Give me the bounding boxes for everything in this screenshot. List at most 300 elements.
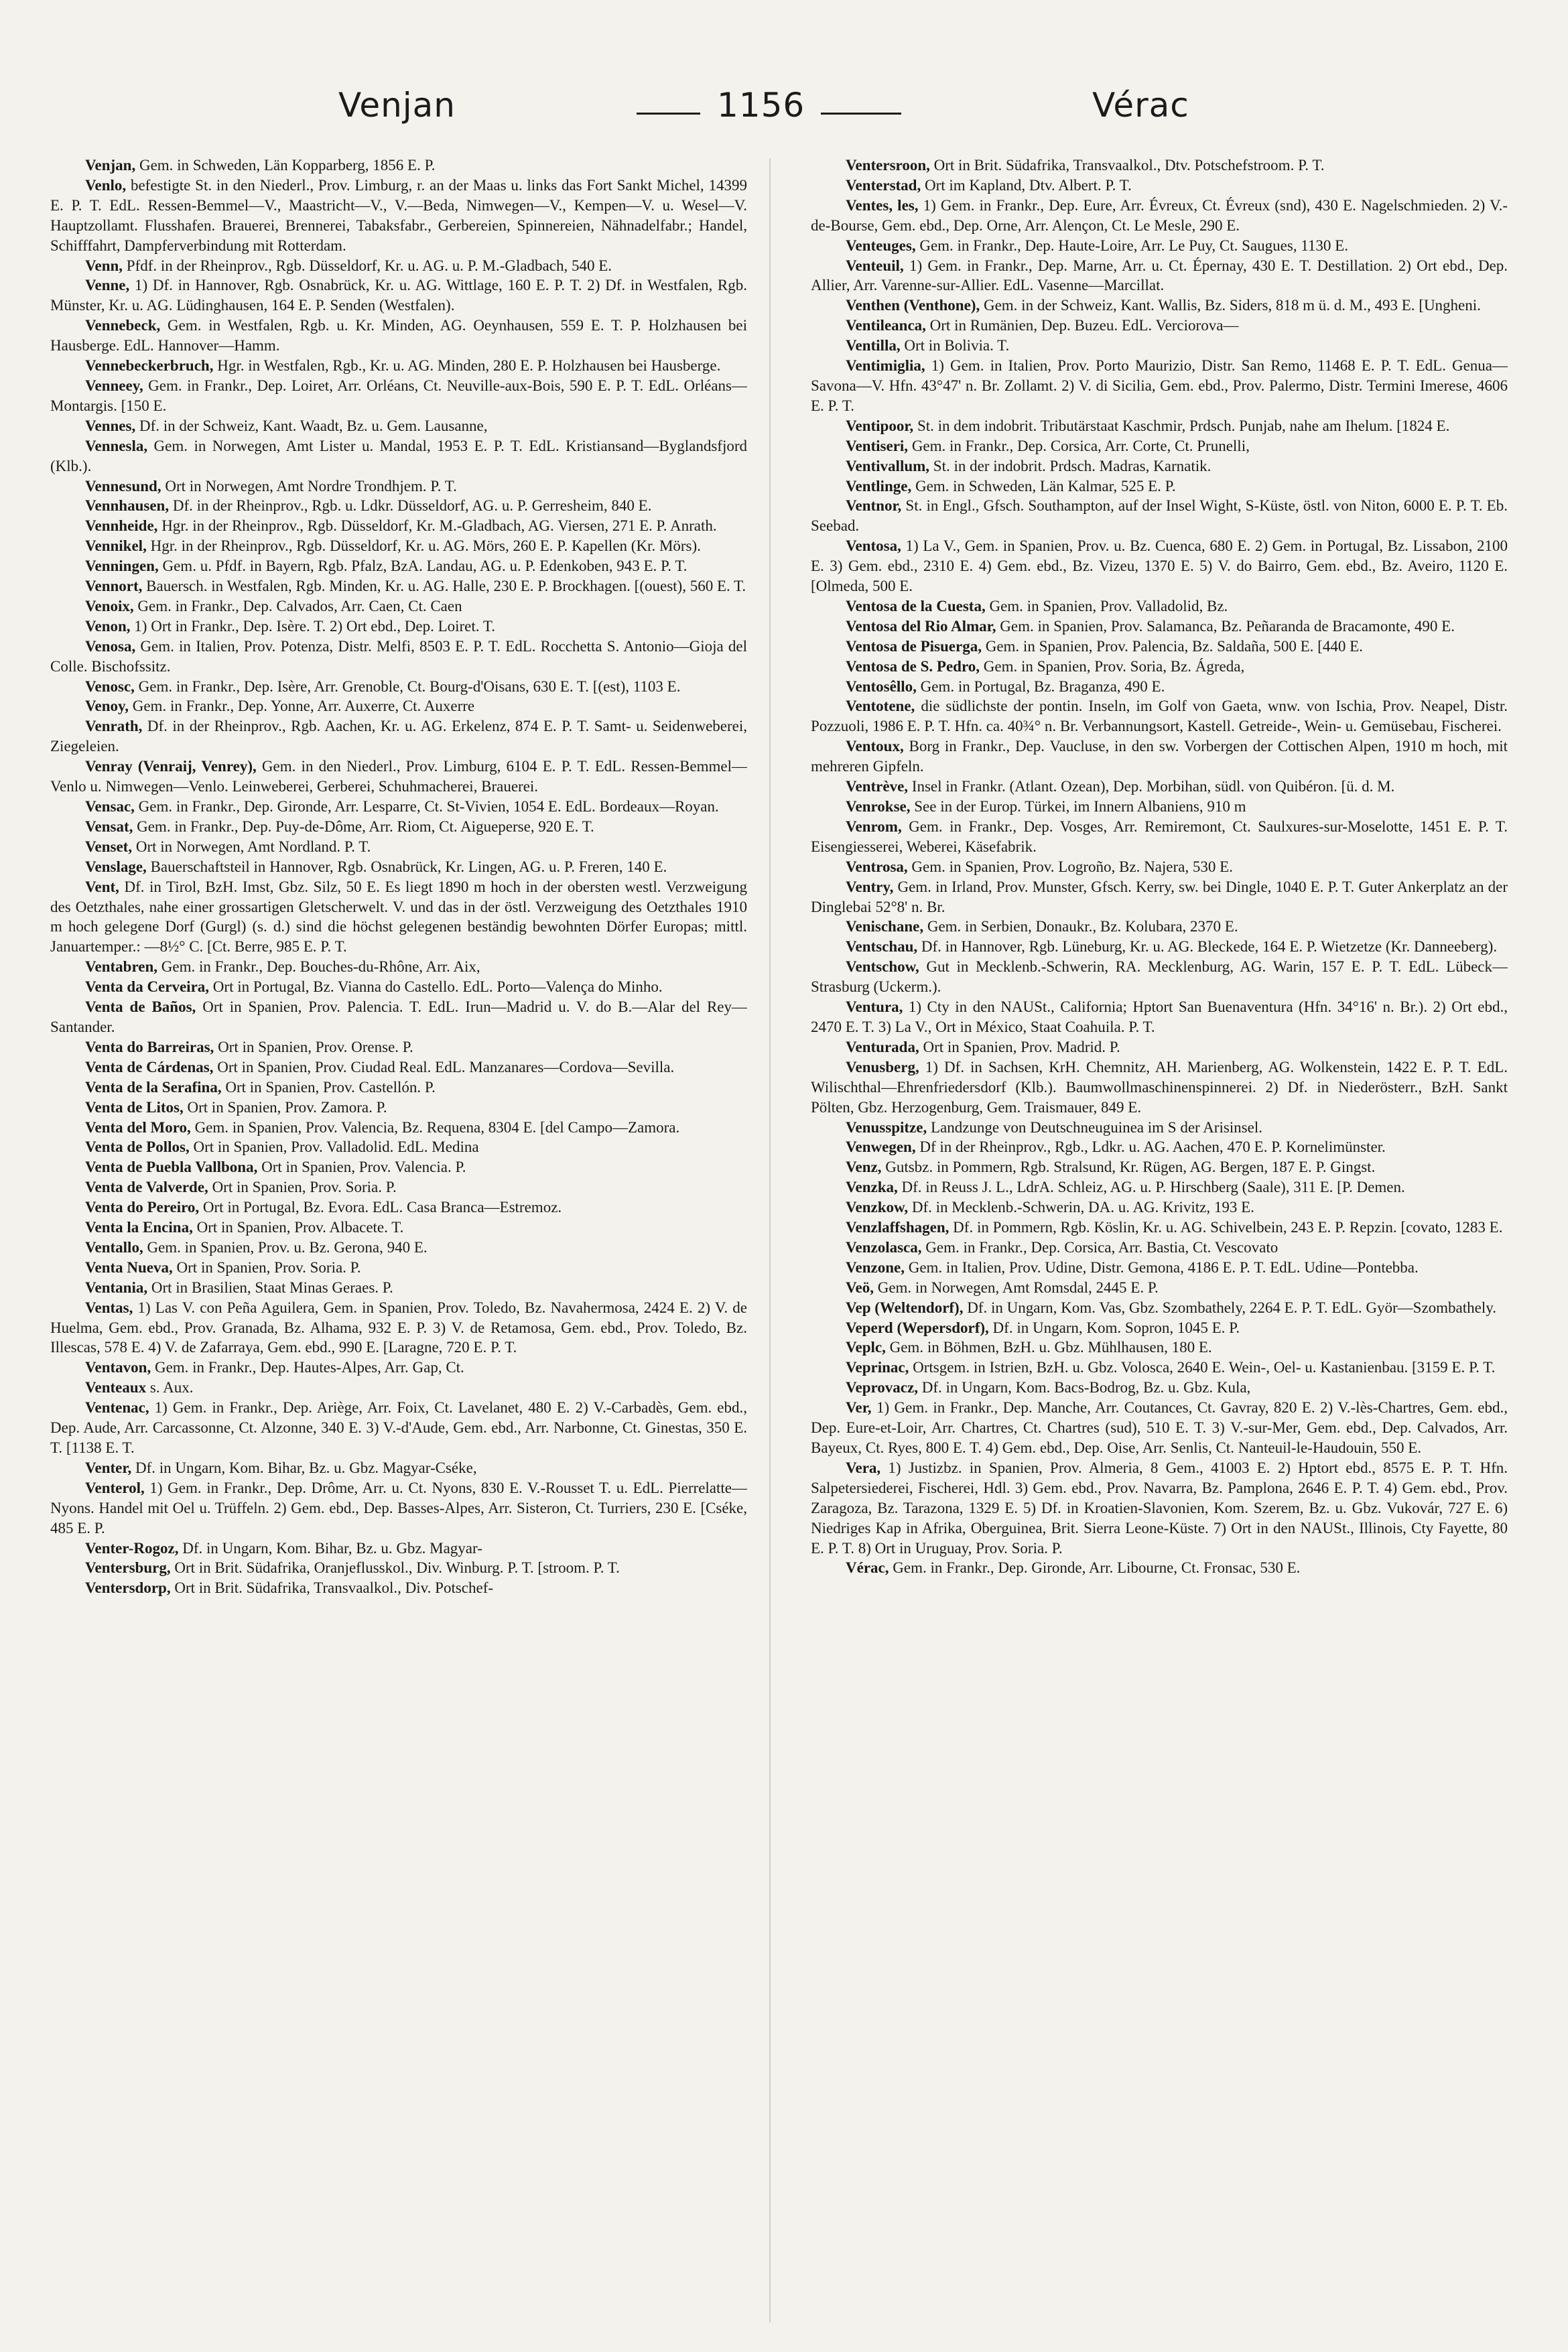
entry-paragraph bbox=[50, 1378, 747, 1398]
entry-text: Ort in Spanien, Prov. Orense. P. bbox=[218, 1038, 413, 1055]
dictionary-entry bbox=[811, 1157, 1508, 1177]
entry-headword: Ventosa de S. Pedro, bbox=[846, 657, 980, 675]
entry-paragraph bbox=[50, 1558, 747, 1578]
entry-headword: Ventes, les, bbox=[846, 196, 919, 214]
entry-headword: Venta de Puebla Vallbona, bbox=[85, 1159, 258, 1176]
entry-paragraph bbox=[811, 496, 1508, 536]
entry-text: Df. in Mecklenb.-Schwerin, DA. u. AG. Krivitz, 193 E. bbox=[911, 1199, 1254, 1216]
entry-paragraph bbox=[811, 857, 1508, 877]
entry-paragraph bbox=[50, 1578, 747, 1598]
entry-headword: Ventilla, bbox=[846, 337, 901, 354]
entry-headword: Ventenac, bbox=[85, 1399, 149, 1417]
entry-text: Ort in Portugal, Bz. Vianna do Castello. EdL. Porto—Valença do Minho. bbox=[212, 978, 663, 996]
entry-paragraph bbox=[50, 576, 747, 596]
entry-headword: Vensac, bbox=[85, 798, 135, 815]
entry-paragraph bbox=[50, 677, 747, 697]
entry-headword: Venrom, bbox=[846, 818, 902, 835]
dictionary-entry bbox=[50, 275, 747, 316]
entry-headword: Ventura, bbox=[846, 998, 903, 1016]
dictionary-entry bbox=[50, 1137, 747, 1157]
entry-headword: Venta del Moro, bbox=[85, 1118, 191, 1136]
entry-headword: Ver, bbox=[846, 1399, 872, 1417]
entry-paragraph bbox=[50, 1077, 747, 1098]
entry-headword: Venusspitze, bbox=[846, 1118, 927, 1136]
dictionary-entry bbox=[50, 1578, 747, 1598]
entry-paragraph bbox=[50, 155, 747, 176]
entry-paragraph bbox=[811, 797, 1508, 817]
entry-paragraph bbox=[50, 416, 747, 436]
entry-text: Ort in Brit. Südafrika, Transvaalkol., Div. Potschef- bbox=[174, 1579, 494, 1597]
dictionary-entry bbox=[811, 1558, 1508, 1578]
entry-headword: Vera, bbox=[846, 1459, 881, 1476]
entry-paragraph bbox=[50, 536, 747, 556]
entry-headword: Venne, bbox=[85, 277, 130, 294]
entry-text: 1) Las V. con Peña Aguilera, Gem. in Spanien, Prov. Toledo, Bz. Navahermosa, 2424 E. 2) V. de Huelma, Gem. ebd., Prov. Granada, Bz. Alhama, 932 E. P. 3) V. de Retamosa, Gem. ebd., Prov. Toledo, Bz. Illescas, 578 E. 4) V. de Zafarraya, Gem. ebd., 990 E. [Laragne, 720 E. P. T. bbox=[50, 1299, 747, 1356]
dictionary-entry bbox=[50, 1558, 747, 1578]
entry-paragraph bbox=[811, 176, 1508, 196]
entry-text: Gem. in Frankr., Dep. Gironde, Arr. Lesparre, Ct. St-Vivien, 1054 E. EdL. Bordeaux—Royan. bbox=[138, 798, 719, 815]
entry-paragraph bbox=[50, 1238, 747, 1258]
entry-text: 1) Gem. in Frankr., Dep. Ariège, Arr. Foix, Ct. Lavelanet, 480 E. 2) V.-Carbadès, Gem. ebd., Dep. Aude, Arr. Carcassonne, Ct. Alzonne, 340 E. 3) V.-d'Aude, Gem. ebd., Arr. Narbonne, Ct. Ginestas, 350 E. T. [1138 E. T. bbox=[50, 1399, 747, 1456]
entry-headword: Ventersdorp, bbox=[85, 1579, 171, 1597]
entry-paragraph bbox=[811, 997, 1508, 1037]
entry-text: Ort in Spanien, Prov. Soria. P. bbox=[176, 1258, 361, 1276]
entry-headword: Vep (Weltendorf), bbox=[846, 1299, 964, 1316]
entry-text: Gem. in Spanien, Prov. Valladolid, Bz. bbox=[989, 597, 1228, 614]
dictionary-entry bbox=[50, 155, 747, 176]
header-dash-left bbox=[637, 113, 700, 115]
entry-headword: Ventlinge, bbox=[846, 477, 912, 495]
entry-headword: Venrath, bbox=[85, 718, 143, 735]
dictionary-entry bbox=[811, 336, 1508, 356]
entry-paragraph bbox=[50, 1137, 747, 1157]
entry-paragraph bbox=[811, 1358, 1508, 1378]
entry-text: Ort in Spanien, Prov. Zamora. P. bbox=[187, 1098, 387, 1116]
entry-text: Gem. in Spanien, Prov. Valencia, Bz. Requena, 8304 E. [del Campo—Zamora. bbox=[194, 1118, 680, 1136]
entry-text: 1) Df. in Hannover, Rgb. Osnabrück, Kr. u. AG. Wittlage, 160 E. P. T. 2) Df. in Westfalen, Rgb. Münster, Kr. u. AG. Lüdinghausen, 164 E. P. Senden (Westfalen). bbox=[50, 277, 747, 314]
entry-headword: Ventersburg, bbox=[85, 1559, 171, 1577]
entry-paragraph bbox=[811, 1378, 1508, 1398]
entry-text: Gut in Mecklenb.-Schwerin, RA. Mecklenburg, AG. Warin, 157 E. P. T. EdL. Lübeck—Strasburg (Uckerm.). bbox=[811, 958, 1508, 996]
entry-text: s. Aux. bbox=[149, 1379, 194, 1396]
entry-headword: Ventosêllo, bbox=[846, 677, 917, 695]
dictionary-entry bbox=[50, 797, 747, 817]
entry-text: 1) Gem. in Frankr., Dep. Eure, Arr. Évreux, Ct. Évreux (snd), 430 E. Nagelschmieden. 2) V.-de-Bourse, Gem. ebd., Dep. Orne, Arr. Alençon, Ct. Le Mesle, 290 E. bbox=[811, 196, 1508, 234]
dictionary-entry bbox=[811, 736, 1508, 777]
entry-headword: Ventavon, bbox=[85, 1359, 151, 1376]
entry-paragraph bbox=[811, 155, 1508, 176]
dictionary-entry bbox=[50, 576, 747, 596]
entry-text: Gem. in Schweden, Län Kalmar, 525 E. P. bbox=[915, 477, 1176, 495]
dictionary-entry bbox=[811, 957, 1508, 997]
header-right-headword: Vérac bbox=[1092, 86, 1189, 125]
entry-text: Df. in der Rheinprov., Rgb. u. Ldkr. Düsseldorf, AG. u. P. Gerresheim, 840 E. bbox=[172, 497, 652, 515]
entry-headword: Ventosa, bbox=[846, 537, 901, 555]
entry-headword: Venta de Pollos, bbox=[85, 1138, 190, 1156]
entry-text: Gem. in Frankr., Dep. Puy-de-Dôme, Arr. Riom, Ct. Aigueperse, 920 E. T. bbox=[137, 818, 594, 835]
entry-paragraph bbox=[811, 957, 1508, 997]
entry-paragraph bbox=[50, 997, 747, 1037]
entry-headword: Vennhausen, bbox=[85, 497, 170, 515]
entry-text: Gem. in Frankr., Dep. Vosges, Arr. Remiremont, Ct. Saulxures-sur-Moselotte, 1451 E. P. T. Eisengiesserei, Weberei, Käsefabrik. bbox=[811, 818, 1508, 855]
entry-headword: Venta de Litos, bbox=[85, 1098, 184, 1116]
entry-headword: Veö, bbox=[846, 1279, 874, 1296]
dictionary-entry bbox=[50, 1077, 747, 1098]
dictionary-entry bbox=[50, 1458, 747, 1478]
entry-text: Df. in Reuss J. L., LdrA. Schleiz, AG. u. P. Hirschberg (Saale), 311 E. [P. Demen. bbox=[901, 1179, 1405, 1196]
dictionary-entry bbox=[50, 496, 747, 516]
entry-headword: Ventileanca, bbox=[846, 317, 926, 334]
entry-headword: Vennort, bbox=[85, 578, 143, 595]
entry-headword: Ventania, bbox=[85, 1279, 148, 1296]
entry-text: Ort in Spanien, Prov. Valladolid. EdL. Medina bbox=[193, 1138, 479, 1156]
entry-headword: Venta do Barreiras, bbox=[85, 1038, 214, 1055]
entry-headword: Venz, bbox=[846, 1159, 882, 1176]
entry-headword: Venta la Encina, bbox=[85, 1219, 193, 1236]
dictionary-entry bbox=[50, 1278, 747, 1298]
entry-paragraph bbox=[50, 696, 747, 716]
dictionary-entry bbox=[50, 596, 747, 616]
entry-text: See in der Europ. Türkei, im Innern Albaniens, 910 m bbox=[914, 798, 1246, 815]
entry-paragraph bbox=[811, 1238, 1508, 1258]
entry-text: Ort in Spanien, Prov. Albacete. T. bbox=[196, 1219, 404, 1236]
dictionary-entry bbox=[811, 817, 1508, 857]
entry-text: 1) Gem. in Frankr., Dep. Drôme, Arr. u. Ct. Nyons, 830 E. V.-Rousset T. u. EdL. Pierrelatte—Nyons. Handel mit Oel u. Trüffeln. 2) Gem. ebd., Dep. Basses-Alpes, Arr. Sisteron, Ct. Turriers, 230 E. [Cséke, 485 E. P. bbox=[50, 1479, 747, 1537]
dictionary-entry bbox=[811, 155, 1508, 176]
entry-headword: Venset, bbox=[85, 838, 133, 855]
entry-text: Gem. in Italien, Prov. Udine, Distr. Gemona, 4186 E. P. T. EdL. Udine—Pontebba. bbox=[908, 1258, 1419, 1276]
entry-paragraph bbox=[50, 1539, 747, 1559]
dictionary-entry bbox=[50, 1197, 747, 1218]
entry-headword: Ventabren, bbox=[85, 958, 157, 976]
entry-headword: Venta de Cárdenas, bbox=[85, 1058, 214, 1075]
entry-paragraph bbox=[811, 917, 1508, 937]
entry-paragraph bbox=[50, 176, 747, 256]
entry-text: Pfdf. in der Rheinprov., Rgb. Düsseldorf, Kr. u. AG. u. P. M.-Gladbach, 540 E. bbox=[126, 257, 612, 274]
dictionary-entry bbox=[50, 1358, 747, 1378]
entry-text: Gem. in Frankr., Dep. Hautes-Alpes, Arr. Gap, Ct. bbox=[154, 1359, 464, 1376]
entry-headword: Vérac, bbox=[846, 1559, 889, 1577]
entry-paragraph bbox=[811, 416, 1508, 436]
dictionary-entry bbox=[50, 997, 747, 1037]
entry-headword: Venosa, bbox=[85, 637, 136, 655]
dictionary-entry bbox=[811, 1298, 1508, 1318]
entry-text: Ort im Kapland, Dtv. Albert. P. T. bbox=[924, 176, 1132, 194]
left-column bbox=[50, 155, 747, 2330]
entry-headword: Venter-Rogoz, bbox=[85, 1539, 179, 1557]
entry-paragraph bbox=[50, 616, 747, 637]
entry-paragraph bbox=[50, 1057, 747, 1077]
entry-text: Ort in Rumänien, Dep. Buzeu. EdL. Verciorova— bbox=[929, 317, 1239, 334]
dictionary-entry bbox=[811, 1218, 1508, 1238]
entry-text: Ort in Norwegen, Amt Nordland. P. T. bbox=[135, 838, 371, 855]
dictionary-entry bbox=[811, 1398, 1508, 1458]
entry-paragraph bbox=[50, 837, 747, 857]
entry-paragraph bbox=[811, 356, 1508, 416]
entry-headword: Venzlaffshagen, bbox=[846, 1219, 950, 1236]
entry-paragraph bbox=[50, 1098, 747, 1118]
entry-text: Insel in Frankr. (Atlant. Ozean), Dep. Morbihan, südl. von Quibéron. [ü. d. M. bbox=[911, 778, 1395, 795]
entry-headword: Venta do Pereiro, bbox=[85, 1199, 200, 1216]
entry-headword: Ventrosa, bbox=[846, 858, 908, 875]
entry-paragraph bbox=[811, 596, 1508, 616]
dictionary-entry bbox=[811, 1137, 1508, 1157]
entry-text: Ort in Spanien, Prov. Madrid. P. bbox=[923, 1038, 1120, 1055]
entry-text: Hgr. in der Rheinprov., Rgb. Düsseldorf, Kr. M.-Gladbach, AG. Viersen, 271 E. P. Anrath. bbox=[161, 517, 717, 535]
entry-text: Df in der Rheinprov., Rgb., Ldkr. u. AG. Aachen, 470 E. P. Kornelimünster. bbox=[919, 1138, 1386, 1156]
dictionary-entry bbox=[811, 596, 1508, 616]
entry-paragraph bbox=[50, 957, 747, 977]
entry-text: Gem. in Frankr., Dep. Isère, Arr. Grenoble, Ct. Bourg-d'Oisans, 630 E. T. [(est), 1103 E. bbox=[138, 677, 681, 695]
entry-headword: Venterol, bbox=[85, 1479, 145, 1496]
entry-paragraph bbox=[50, 1177, 747, 1197]
entry-text: St. in dem indobrit. Tributärstaat Kaschmir, Prdsch. Punjab, nahe am Ihelum. [1824 E. bbox=[917, 417, 1450, 434]
entry-headword: Venta de la Serafina, bbox=[85, 1078, 222, 1096]
entry-paragraph bbox=[50, 476, 747, 497]
entry-paragraph bbox=[50, 1398, 747, 1458]
entry-text: Gutsbz. in Pommern, Rgb. Stralsund, Kr. Rügen, AG. Bergen, 187 E. P. Gingst. bbox=[885, 1159, 1376, 1176]
dictionary-entry bbox=[811, 777, 1508, 797]
entry-text: Gem. in Norwegen, Amt Romsdal, 2445 E. P. bbox=[877, 1279, 1159, 1296]
entry-paragraph bbox=[811, 616, 1508, 637]
entry-headword: Vennheide, bbox=[85, 517, 158, 535]
entry-headword: Ventivallum, bbox=[846, 457, 930, 474]
dictionary-entry bbox=[811, 356, 1508, 416]
entry-headword: Venterstad, bbox=[846, 176, 921, 194]
dictionary-entry bbox=[811, 1458, 1508, 1559]
entry-text: St. in der indobrit. Prdsch. Madras, Karnatik. bbox=[933, 457, 1212, 474]
dictionary-entry bbox=[50, 1218, 747, 1238]
entry-headword: Vennikel, bbox=[85, 537, 147, 555]
dictionary-entry bbox=[50, 637, 747, 677]
entry-paragraph bbox=[50, 637, 747, 677]
dictionary-entry bbox=[50, 1037, 747, 1057]
entry-headword: Veprinac, bbox=[846, 1359, 909, 1376]
entry-headword: Ventallo, bbox=[85, 1238, 143, 1256]
entry-headword: Vent, bbox=[85, 878, 119, 895]
entry-headword: Vennesund, bbox=[85, 477, 161, 495]
dictionary-entry bbox=[50, 857, 747, 877]
dictionary-entry bbox=[50, 1157, 747, 1177]
right-column bbox=[811, 155, 1508, 2330]
dictionary-entry bbox=[811, 236, 1508, 256]
dictionary-entry bbox=[811, 797, 1508, 817]
entry-text: Df. in Ungarn, Kom. Bacs-Bodrog, Bz. u. Gbz. Kula, bbox=[921, 1379, 1251, 1396]
entry-headword: Venischane, bbox=[846, 918, 924, 935]
entry-paragraph bbox=[50, 1037, 747, 1057]
entry-headword: Ventosa del Rio Almar, bbox=[846, 617, 996, 635]
entry-text: Gem. in Frankr., Dep. Bouches-du-Rhône, Arr. Aix, bbox=[161, 958, 480, 976]
entry-text: 1) Justizbz. in Spanien, Prov. Almeria, 8 Gem., 41003 E. 2) Hptort ebd., 8575 E. P. T. Hfn. Salpetersiederei, Fischerei, Hdl. 3) Gem. ebd., Prov. Navarra, Bz. Pamplona, 2646 E. P. T. 4) Gem. ebd., Prov. Zaragoza, Bz. Tarazona, 1329 E. 5) Df. in Kroatien-Slavonien, Kom. Szerem, Bz. u. Gbz. Vukovár, 727 E. 6) Niedriges Kap in Afrika, Oberguinea, Brit. Sierra Leone-Küste. 7) Ort in den NAUSt., Illinois, Cty Fayette, 80 E. P. T. 8) Ort in Uruguay, Prov. Soria. P. bbox=[811, 1459, 1508, 1557]
entry-text: Bauersch. in Westfalen, Rgb. Minden, Kr. u. AG. Halle, 230 E. P. Brockhagen. [(ouest), 560 E. T. bbox=[146, 578, 746, 595]
entry-paragraph bbox=[811, 1298, 1508, 1318]
entry-text: Gem. in Serbien, Donaukr., Bz. Kolubara, 2370 E. bbox=[927, 918, 1238, 935]
entry-text: Gem. in Frankr., Dep. Corsica, Arr. Corte, Ct. Prunelli, bbox=[911, 437, 1250, 454]
entry-text: Df. in Tirol, BzH. Imst, Gbz. Silz, 50 E. Es liegt 1890 m hoch in der obersten westl. Verzweigung des Oetzthales, nahe einer grossartigen Gletscherwelt. V. und das in der östl. Verzweigung des Oetzthales 1910 m hoch gelegene Dorf (Gurgl) (s. d.) sind die höchst gelegenen beständig bewohnten Dörfer Europas; mittl. Januartemper.: —8½° C. [Ct. Berre, 985 E. P. T. bbox=[50, 878, 747, 956]
entry-headword: Ventosa de Pisuerga, bbox=[846, 637, 982, 655]
dictionary-entry bbox=[50, 696, 747, 716]
entry-text: Borg in Frankr., Dep. Vaucluse, in den sw. Vorbergen der Cottischen Alpen, 1910 m hoch, mit mehreren Gipfeln. bbox=[811, 738, 1508, 775]
entry-paragraph bbox=[50, 1258, 747, 1278]
entry-text: Gem. in Spanien, Prov. Salamanca, Bz. Peñaranda de Bracamonte, 490 E. bbox=[1000, 617, 1455, 635]
dictionary-entry bbox=[811, 937, 1508, 957]
dictionary-entry bbox=[811, 1337, 1508, 1358]
entry-text: Gem. in Böhmen, BzH. u. Gbz. Mühlhausen, 180 E. bbox=[889, 1339, 1212, 1356]
entry-text: Hgr. in der Rheinprov., Rgb. Düsseldorf, Kr. u. AG. Mörs, 260 E. P. Kapellen (Kr. Mörs). bbox=[150, 537, 701, 555]
entry-text: Gem. in der Schweiz, Kant. Wallis, Bz. Siders, 818 m ü. d. M., 493 E. [Ungheni. bbox=[983, 297, 1481, 314]
dictionary-entry bbox=[811, 496, 1508, 536]
entry-paragraph bbox=[811, 937, 1508, 957]
entry-paragraph bbox=[50, 376, 747, 416]
entry-paragraph bbox=[50, 356, 747, 376]
entry-paragraph bbox=[50, 556, 747, 576]
entry-paragraph bbox=[50, 797, 747, 817]
entry-text: Ort in Brit. Südafrika, Transvaalkol., Dtv. Potschefstroom. P. T. bbox=[933, 157, 1325, 174]
entry-paragraph bbox=[50, 857, 747, 877]
entry-paragraph bbox=[50, 1157, 747, 1177]
entry-text: Gem. in Frankr., Dep. Haute-Loire, Arr. Le Puy, Ct. Saugues, 1130 E. bbox=[919, 237, 1348, 254]
entry-text: Ort in Spanien, Prov. Soria. P. bbox=[212, 1179, 397, 1196]
entry-text: Df. in Ungarn, Kom. Sopron, 1045 E. P. bbox=[992, 1319, 1240, 1336]
entry-paragraph bbox=[50, 256, 747, 276]
entry-headword: Ventschau, bbox=[846, 938, 918, 956]
entry-text: Gem. in Italien, Prov. Potenza, Distr. Melfi, 8503 E. P. T. EdL. Rocchetta S. Antonio—Gioja del Colle. Bischofssitz. bbox=[50, 637, 747, 675]
entry-headword: Venthen (Venthone), bbox=[846, 297, 980, 314]
dictionary-entry bbox=[50, 416, 747, 436]
dictionary-entry bbox=[811, 1057, 1508, 1118]
entry-paragraph bbox=[50, 275, 747, 316]
entry-paragraph bbox=[811, 1037, 1508, 1057]
entry-headword: Venrokse, bbox=[846, 798, 911, 815]
entry-headword: Venta de Valverde, bbox=[85, 1179, 208, 1196]
dictionary-entry bbox=[811, 1258, 1508, 1278]
dictionary-entry bbox=[811, 1118, 1508, 1138]
entry-paragraph bbox=[811, 1258, 1508, 1278]
entry-text: Df. in Hannover, Rgb. Lüneburg, Kr. u. AG. Bleckede, 164 E. P. Wietzetze (Kr. Danneeberg). bbox=[921, 938, 1498, 956]
dictionary-entry bbox=[811, 416, 1508, 436]
dictionary-entry bbox=[811, 696, 1508, 736]
dictionary-entry bbox=[50, 1118, 747, 1138]
entry-paragraph bbox=[811, 1278, 1508, 1298]
dictionary-entry bbox=[811, 1278, 1508, 1298]
entry-text: 1) Gem. in Frankr., Dep. Manche, Arr. Coutances, Ct. Gavray, 820 E. 2) V.-lès-Chartres, Gem. ebd., Dep. Eure-et-Loir, Arr. Chartres, Ct. Chartres (sud), 510 E. T. 3) V.-sur-Mer, Gem. ebd., Dep. Calvados, Arr. Bayeux, Ct. Ryes, 800 E. T. 4) Gem. ebd., Dep. Oise, Arr. Senlis, Ct. Nanteuil-le-Haudouin, 550 E. bbox=[811, 1399, 1508, 1456]
entry-text: 1) La V., Gem. in Spanien, Prov. u. Bz. Cuenca, 680 E. 2) Gem. in Portugal, Bz. Lissabon, 2100 E. 3) Gem. ebd., 2310 E. 4) Gem. ebd., Bz. Vizeu, 1370 E. 5) V. do Bairro, Gem. ebd., Bz. Aveiro, 1120 E. [Olmeda, 500 E. bbox=[811, 537, 1508, 595]
entry-text: 1) Ort in Frankr., Dep. Isère. T. 2) Ort ebd., Dep. Loiret. T. bbox=[134, 617, 495, 635]
dictionary-entry bbox=[50, 536, 747, 556]
dictionary-entry bbox=[811, 857, 1508, 877]
dictionary-entry bbox=[811, 637, 1508, 657]
entry-text: Gem. in Frankr., Dep. Loiret, Arr. Orléans, Ct. Neuville-aux-Bois, 590 E. P. T. EdL. Orléans—Montargis. [150 E. bbox=[50, 377, 747, 414]
dictionary-entry bbox=[50, 1177, 747, 1197]
entry-paragraph bbox=[811, 1137, 1508, 1157]
dictionary-entry bbox=[50, 316, 747, 356]
dictionary-entry bbox=[50, 616, 747, 637]
entry-headword: Ventersroon, bbox=[846, 157, 930, 174]
entry-text: 1) Df. in Sachsen, KrH. Chemnitz, AH. Marienberg, AG. Wolkenstein, 1422 E. P. T. EdL. Wilischthal—Ehrenfriedersdorf (Klb.). Baumwollmaschinenspinnerei. 2) Df. in Niederösterr., BzH. Sankt Pölten, Gbz. Herzogenburg, Gem. Traismauer, 849 E. bbox=[811, 1058, 1508, 1116]
entry-text: Gem. in den Niederl., Prov. Limburg, 6104 E. P. T. EdL. Ressen-Bemmel—Venlo u. Nimwegen—Venlo. Leinweberei, Gerberei, Schuhmacherei, Brauerei. bbox=[50, 758, 747, 795]
entry-paragraph bbox=[50, 1478, 747, 1539]
dictionary-entry bbox=[50, 677, 747, 697]
entry-headword: Ventiseri, bbox=[846, 437, 909, 454]
dictionary-entry bbox=[811, 1358, 1508, 1378]
entry-headword: Vensat, bbox=[85, 818, 133, 835]
entry-text: Gem. in Spanien, Prov. Soria, Bz. Ágreda, bbox=[983, 657, 1245, 675]
entry-paragraph bbox=[811, 1458, 1508, 1559]
entry-headword: Veperd (Wepersdorf), bbox=[846, 1319, 989, 1336]
entry-paragraph bbox=[50, 516, 747, 536]
entry-paragraph bbox=[811, 677, 1508, 697]
entry-paragraph bbox=[50, 436, 747, 476]
entry-headword: Vennes, bbox=[85, 417, 136, 434]
entry-headword: Venteuil, bbox=[846, 257, 904, 274]
entry-text: Gem. in Westfalen, Rgb. u. Kr. Minden, AG. Oeynhausen, 559 E. T. P. Holzhausen bei Hausberge. EdL. Hannover—Hamm. bbox=[50, 317, 747, 354]
entry-headword: Venzka, bbox=[846, 1179, 898, 1196]
entry-headword: Venneey, bbox=[85, 377, 143, 394]
entry-paragraph bbox=[811, 256, 1508, 296]
entry-paragraph bbox=[811, 877, 1508, 917]
entry-text: Ort in Bolivia. T. bbox=[904, 337, 1010, 354]
entry-headword: Venoix, bbox=[85, 597, 134, 614]
entry-paragraph bbox=[811, 336, 1508, 356]
entry-text: St. in Engl., Gfsch. Southampton, auf der Insel Wight, S-Küste, östl. von Niton, 6000 E. P. T. Eb. Seebad. bbox=[811, 497, 1508, 535]
dictionary-entry bbox=[811, 176, 1508, 196]
entry-headword: Veplc, bbox=[846, 1339, 886, 1356]
entry-paragraph bbox=[811, 817, 1508, 857]
dictionary-entry bbox=[50, 1478, 747, 1539]
entry-paragraph bbox=[811, 456, 1508, 476]
dictionary-entry bbox=[811, 436, 1508, 456]
entry-headword: Ventosa de la Cuesta, bbox=[846, 597, 986, 614]
entry-headword: Venta da Cerveira, bbox=[85, 978, 210, 996]
dictionary-entry bbox=[50, 1258, 747, 1278]
entry-headword: Ventotene, bbox=[846, 698, 915, 715]
entry-text: Gem. in Frankr., Dep. Calvados, Arr. Caen, Ct. Caen bbox=[137, 597, 462, 614]
entry-text: Df. in der Schweiz, Kant. Waadt, Bz. u. Gem. Lausanne, bbox=[139, 417, 488, 434]
dictionary-entry bbox=[811, 997, 1508, 1037]
entry-headword: Veprovacz, bbox=[846, 1379, 918, 1396]
dictionary-entry bbox=[50, 1098, 747, 1118]
entry-text: Ort in Spanien, Prov. Valencia. P. bbox=[261, 1159, 466, 1176]
entry-headword: Venzolasca, bbox=[846, 1238, 922, 1256]
entry-headword: Venta Nueva, bbox=[85, 1258, 173, 1276]
entry-paragraph bbox=[811, 1157, 1508, 1177]
entry-headword: Venter, bbox=[85, 1459, 132, 1476]
dictionary-entry bbox=[50, 516, 747, 536]
dictionary-entry bbox=[811, 657, 1508, 677]
dictionary-entry bbox=[811, 1037, 1508, 1057]
entry-paragraph bbox=[50, 316, 747, 356]
entry-text: 1) Gem. in Italien, Prov. Porto Maurizio, Distr. San Remo, 11468 E. P. T. EdL. Genua—Savona—V. Hfn. 43°47' n. Br. Zollamt. 2) V. di Sicilia, Gem. ebd., Prov. Palermo, Distr. Termini Imerese, 4606 E. P. T. bbox=[811, 357, 1508, 414]
dictionary-entry bbox=[811, 316, 1508, 336]
column-divider bbox=[769, 158, 771, 2323]
page-header bbox=[0, 86, 1568, 139]
dictionary-entry bbox=[811, 196, 1508, 236]
dictionary-entry bbox=[50, 716, 747, 757]
entry-headword: Venningen, bbox=[85, 558, 159, 575]
entry-text: Ort in Spanien, Prov. Castellón. P. bbox=[225, 1078, 436, 1096]
entry-paragraph bbox=[50, 757, 747, 797]
dictionary-entry bbox=[50, 957, 747, 977]
entry-paragraph bbox=[50, 1458, 747, 1478]
entry-paragraph bbox=[811, 1398, 1508, 1458]
entry-text: 1) Gem. in Frankr., Dep. Marne, Arr. u. Ct. Épernay, 430 E. T. Destillation. 2) Ort ebd., Dep. Allier, Arr. Varenne-sur-Allier. EdL. Vasenne—Marcillat. bbox=[811, 257, 1508, 294]
dictionary-entry bbox=[50, 476, 747, 497]
entry-paragraph bbox=[811, 696, 1508, 736]
entry-text: Gem. in Norwegen, Amt Lister u. Mandal, 1953 E. P. T. EdL. Kristiansand—Byglandsfjord (Klb.). bbox=[50, 437, 747, 474]
entry-text: Gem. in Schweden, Län Kopparberg, 1856 E. P. bbox=[139, 157, 436, 174]
dictionary-entry bbox=[811, 1378, 1508, 1398]
entry-headword: Ventnor, bbox=[846, 497, 902, 515]
